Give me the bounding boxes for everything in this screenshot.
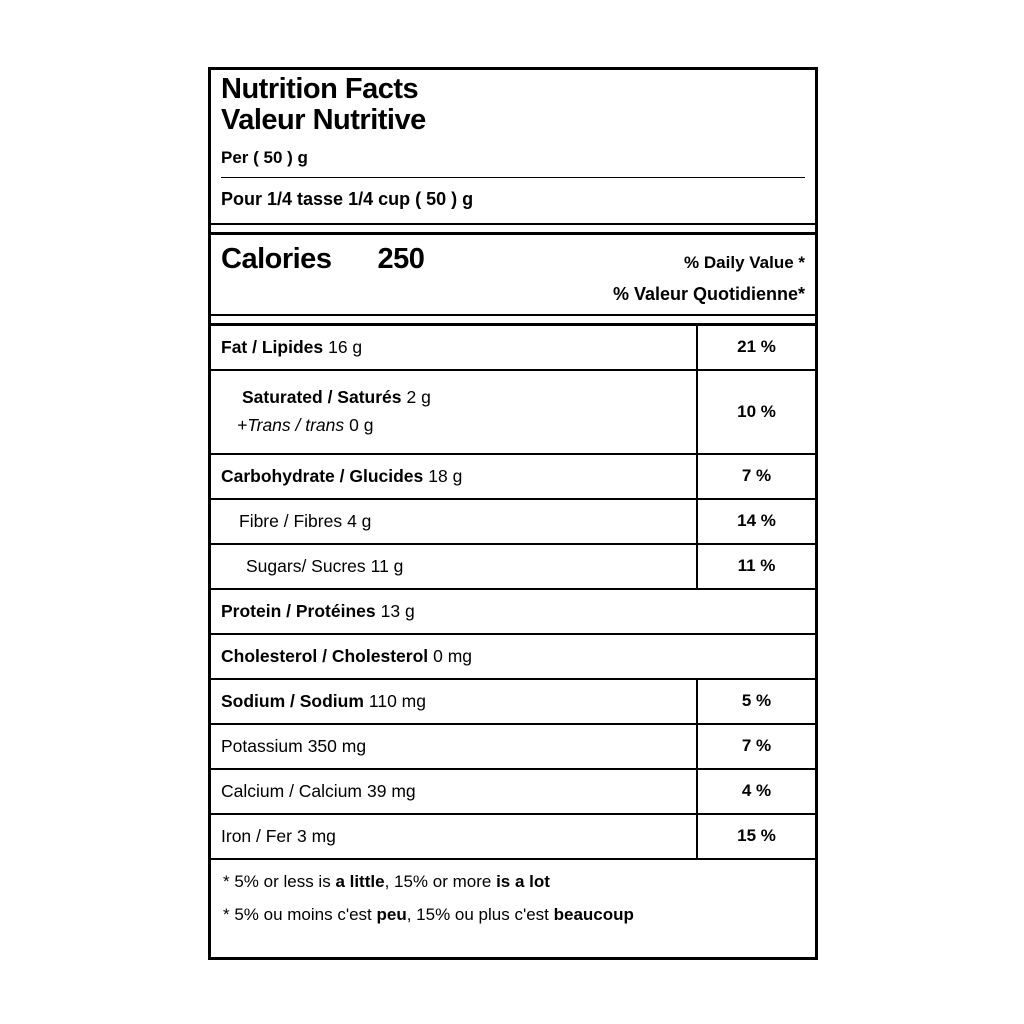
table-row-fat (211, 326, 815, 371)
potassium-label-cell (211, 725, 696, 768)
footnote-fr-part2: peu (376, 904, 407, 924)
calcium-label: Calcium / Calcium (221, 780, 362, 801)
sodium-label: Sodium / Sodium (221, 690, 364, 711)
table-row-calcium (211, 770, 815, 815)
iron-amount: 3 mg (297, 825, 336, 846)
trans-label: +Trans / trans (237, 415, 345, 436)
carbohydrate-label-cell (211, 455, 696, 498)
calories-line (221, 243, 805, 276)
saturated-label: Saturated / Saturés (242, 387, 402, 408)
table-row-sodium (211, 680, 815, 725)
footnote-french (223, 905, 803, 925)
footnote-en-part2: a little (335, 871, 385, 891)
footnote-english (223, 872, 803, 892)
fibre-label: Fibre / Fibres (239, 510, 343, 531)
calcium-amount: 39 mg (367, 780, 416, 801)
sodium-daily-value: 5 % (696, 680, 815, 723)
table-row-saturated-trans (211, 371, 815, 455)
carbohydrate-label: Carbohydrate / Glucides (221, 465, 424, 486)
saturated-daily-value: 10 % (696, 371, 815, 453)
cholesterol-label: Cholesterol / Cholesterol (221, 645, 429, 666)
trans-amount: 0 g (349, 415, 374, 436)
sugars-label: Sugars/ Sucres (246, 555, 366, 576)
sodium-amount: 110 mg (368, 690, 426, 711)
calcium-label-cell (211, 770, 696, 813)
title-french: Valeur Nutritive (221, 104, 426, 137)
table-row-fibre (211, 500, 815, 545)
footnote-fr-part3: , 15% ou plus c'est (406, 904, 554, 924)
footnote-fr-part1: * 5% ou moins c'est (223, 904, 377, 924)
fat-amount: 16 g (328, 336, 363, 357)
nutrient-table (211, 326, 815, 860)
protein-label: Protein / Protéines (221, 600, 376, 621)
calories-section (211, 235, 815, 314)
fat-label: Fat / Lipides (221, 336, 324, 357)
iron-label: Iron / Fer (221, 825, 292, 846)
potassium-amount: 350 mg (307, 735, 367, 756)
sodium-label-cell (211, 680, 696, 723)
carbohydrate-daily-value: 7 % (696, 455, 815, 498)
carbohydrate-amount: 18 g (428, 465, 463, 486)
sugars-daily-value: 11 % (696, 545, 815, 588)
protein-label-cell (211, 590, 815, 633)
saturated-label-cell (211, 371, 696, 453)
daily-value-heading-english: % Daily Value * (684, 252, 805, 272)
table-row-sugars (211, 545, 815, 590)
footnote-fr-part4: beaucoup (553, 904, 634, 924)
calories-value: 250 (377, 242, 425, 275)
table-row-protein (211, 590, 815, 635)
footnote-section (211, 860, 815, 925)
fibre-label-cell (211, 500, 696, 543)
serving-size-french: Pour 1/4 tasse 1/4 cup ( 50 ) g (221, 188, 474, 209)
footnote-en-part1: * 5% or less is (223, 871, 336, 891)
sugars-label-cell (211, 545, 696, 588)
protein-amount: 13 g (380, 600, 415, 621)
table-row-iron (211, 815, 815, 860)
daily-value-heading-french: % Valeur Quotidienne* (612, 283, 805, 304)
potassium-label: Potassium (221, 735, 303, 756)
footnote-en-part4: is a lot (496, 871, 550, 891)
label-header (211, 70, 815, 223)
section-divider (211, 223, 815, 235)
footnote-en-part3: , 15% or more (384, 871, 497, 891)
fibre-daily-value: 14 % (696, 500, 815, 543)
serving-size-english: Per ( 50 ) g (221, 137, 805, 178)
cholesterol-label-cell (211, 635, 815, 678)
fat-label-cell (211, 326, 696, 369)
nutrition-facts-label (208, 67, 818, 960)
cholesterol-amount: 0 mg (433, 645, 473, 666)
table-row-carbohydrate (211, 455, 815, 500)
section-divider (211, 314, 815, 326)
calcium-daily-value: 4 % (696, 770, 815, 813)
table-row-cholesterol (211, 635, 815, 680)
iron-label-cell (211, 815, 696, 858)
sugars-amount: 11 g (370, 555, 404, 576)
table-row-potassium (211, 725, 815, 770)
calories-label-value (221, 243, 424, 276)
potassium-daily-value: 7 % (696, 725, 815, 768)
fibre-amount: 4 g (347, 510, 372, 531)
fat-daily-value: 21 % (696, 326, 815, 369)
title-english: Nutrition Facts (221, 73, 419, 105)
calories-label: Calories (221, 242, 332, 275)
saturated-amount: 2 g (406, 387, 431, 408)
iron-daily-value: 15 % (696, 815, 815, 858)
